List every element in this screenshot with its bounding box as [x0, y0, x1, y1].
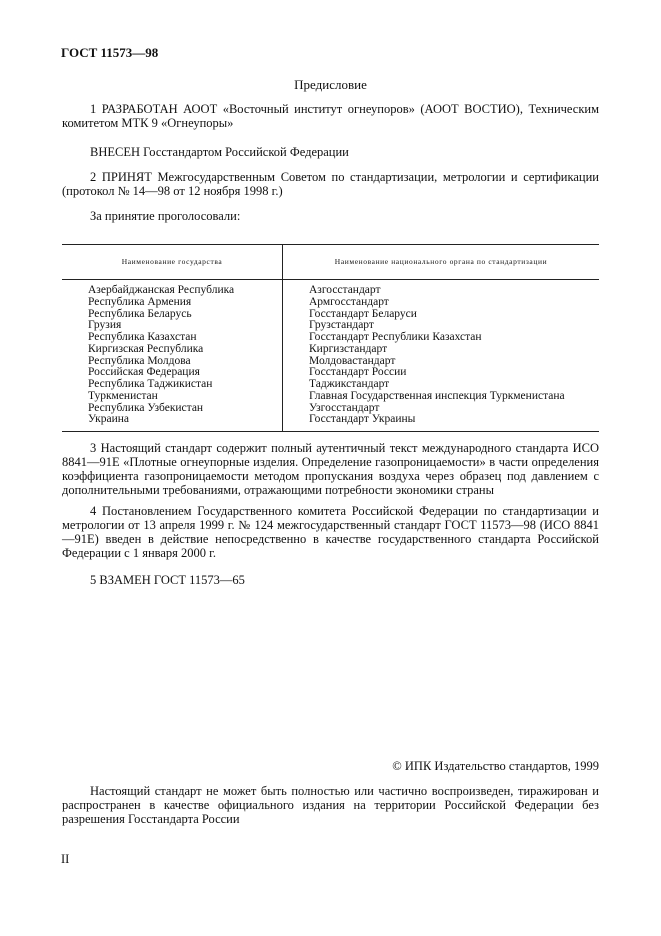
body-cell: Азгосстандарт — [309, 284, 381, 296]
table-row — [62, 414, 599, 431]
introduced-by-paragraph: ВНЕСЕН Госстандартом Российской Федерации — [90, 145, 349, 159]
column-header-body: Наименование национального органа по стандартизации — [283, 245, 600, 280]
copyright-notice: © ИПК Издательство стандартов, 1999 — [392, 759, 599, 773]
body-cell: Госстандарт Беларуси — [309, 307, 417, 320]
state-cell: Республика Армения — [62, 297, 283, 309]
state-cell: Туркменистан — [62, 391, 283, 403]
document-id: ГОСТ 11573—98 — [61, 45, 159, 60]
developed-by-paragraph: 1 РАЗРАБОТАН АООТ «Восточный институт огнеупоров» (АООТ ВОСТИО), Техническим комитетом МТК 9 «Огнеупоры» — [62, 102, 599, 130]
body-cell: Госстандарт Украины — [283, 414, 600, 431]
state-cell: Азербайджанская Республика — [62, 280, 283, 297]
vote-intro: За принятие проголосовали: — [90, 209, 241, 223]
table-row — [62, 344, 599, 356]
adopted-paragraph: 2 ПРИНЯТ Межгосударственным Советом по стандартизации, метрологии и сертификации (протокол № 14—98 от 12 ноября 1998 г.) — [62, 170, 599, 198]
table-row — [62, 280, 599, 297]
state-cell: Киргизская Республика — [62, 344, 283, 356]
body-cell: Грузстандарт — [309, 319, 374, 332]
body-cell: Таджикстандарт — [309, 378, 390, 390]
body-cell: Главная Государственная инспекция Туркменистана — [309, 389, 565, 402]
page-number: II — [61, 852, 70, 866]
table-row — [62, 379, 599, 391]
body-cell: Молдовастандарт — [309, 354, 396, 367]
body-cell: Госстандарт России — [309, 366, 407, 379]
foreword-title: Предисловие — [294, 77, 367, 92]
state-cell: Российская Федерация — [62, 367, 283, 379]
table-row — [62, 297, 599, 309]
table-row — [62, 391, 599, 403]
state-cell: Республика Узбекистан — [62, 403, 283, 415]
table-row — [62, 332, 599, 344]
state-cell: Украина — [62, 414, 283, 431]
reproduction-notice: Настоящий стандарт не может быть полностью или частично воспроизведен, тиражирован и распространен в качестве официального издания на территории Российской Федерации без разрешения Госстандарта России — [62, 784, 599, 826]
voting-table — [62, 244, 599, 432]
state-cell: Республика Казахстан — [62, 332, 283, 344]
body-cell: Киргизстандарт — [309, 342, 388, 355]
state-cell: Грузия — [62, 320, 283, 332]
body-cell: Госстандарт Республики Казахстан — [309, 331, 482, 343]
body-cell: Армгосстандарт — [309, 295, 389, 308]
state-cell: Республика Молдова — [62, 356, 283, 368]
state-cell: Республика Беларусь — [62, 309, 283, 321]
state-cell: Республика Таджикистан — [62, 379, 283, 391]
column-header-state: Наименование государства — [62, 245, 283, 280]
content-paragraph: 3 Настоящий стандарт содержит полный аутентичный текст международного стандарта ИСО 8841—91Е «Плотные огнеупорные изделия. Определение газопроницаемости» в части определения коэффициента газопроницаемости методом пропускания воздуха через образец под давлением с дополнительными требованиями, отражающими потребности экономики страны — [62, 441, 599, 497]
table-header-row — [62, 245, 599, 280]
body-cell: Узгосстандарт — [309, 401, 380, 414]
replaces-paragraph: 5 ВЗАМЕН ГОСТ 11573—65 — [90, 573, 245, 587]
enactment-paragraph: 4 Постановлением Государственного комитета Российской Федерации по стандартизации и метрологии от 13 апреля 1999 г. № 124 межгосударственный стандарт ГОСТ 11573—98 (ИСО 8841—91Е) введен в действие непосредственно в качестве государственного стандарта Российской Федерации с 1 января 2000 г. — [62, 504, 599, 560]
